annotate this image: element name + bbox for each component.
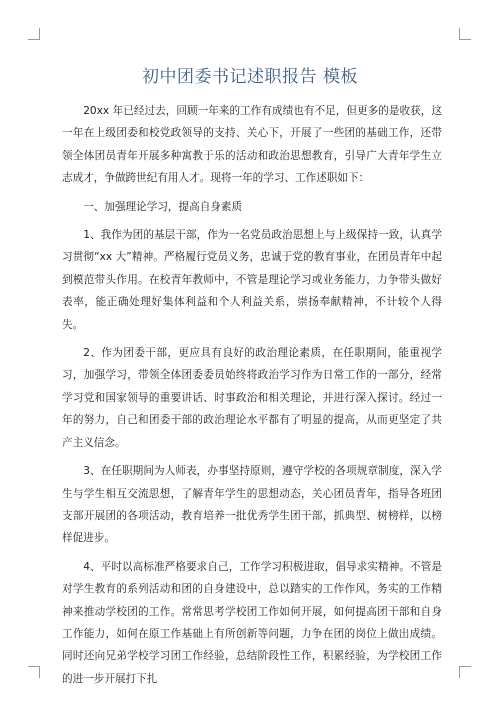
- crop-mark-top-left: [28, 28, 40, 40]
- crop-mark-top-right: [459, 28, 471, 40]
- body-paragraph-2: 2、作为团委干部，更应具有良好的政治理论素质，在任职期间，能重视学习，加强学习，带领全体团委委员始终将政治学习作为日常工作的一部分，经常学习党和国家领导的重要讲话、时事政治和相关理论，并进行深入探讨。经过一年的努力，自己和团委干部的政治理论水平都有了明显的提高，从而更坚定了共产主义信念。: [62, 347, 442, 449]
- crop-mark-bottom-right: [459, 666, 471, 678]
- body-paragraph-1: 1、我作为团的基层干部，作为一名党员政治思想上与上级保持一致，认真学习贯彻“xx 大”精神。严格履行党员义务，忠诚于党的教育事业，在团员青年中起到模范带头作用。在校青年教师中，不管是理论学习或业务能力，力争带头做好表率，能正确处理好集体利益和个人利益关系，崇扬奉献精神，不计较个人得失。: [62, 229, 442, 331]
- document-title: 初中团委书记述职报告 模板: [142, 67, 358, 87]
- document-body: [62, 100, 442, 696]
- body-paragraph-3: 3、在任职期间为人师表，办事坚持原则，遵守学校的各项规章制度，深入学生与学生相互交流思想，了解青年学生的思想动态，关心团员青年，指导各班团支部开展团的各项活动，教育培养一批优秀学生团干部，抓典型、树榜样，以榜样促进步。: [62, 465, 442, 545]
- intro-paragraph: 20xx 年已经过去，回顾一年来的工作有成绩也有不足，但更多的是收获，这一年在上级团委和校党政领导的支持、关心下，开展了一些团的基础工作，还带领全体团员青年开展多种寓教于乐的活动和政治思想教育，引导广大青年学生立志成才，争做跨世纪有用人才。现将一年的学习、工作述职如下：: [62, 105, 442, 185]
- crop-mark-bottom-left: [28, 666, 40, 678]
- body-paragraph-4: 4、平时以高标准严格要求自己，工作学习积极进取，倡导求实精神。不管是对学生教育的系列活动和团的自身建设中，总以踏实的工作作风，务实的工作精神来推动学校团的工作。常常思考学校团工作如何开展，如何提高团干部和自身工作能力，如何在原工作基础上有所创新等问题，力争在团的岗位上做出成绩。同时还向兄弟学校学习团工作经验，总结阶段性工作，积累经验，为学校团工作的进一步开展打下扎: [62, 560, 442, 685]
- section-heading-1: 一、加强理论学习，提高自身素质: [83, 200, 243, 213]
